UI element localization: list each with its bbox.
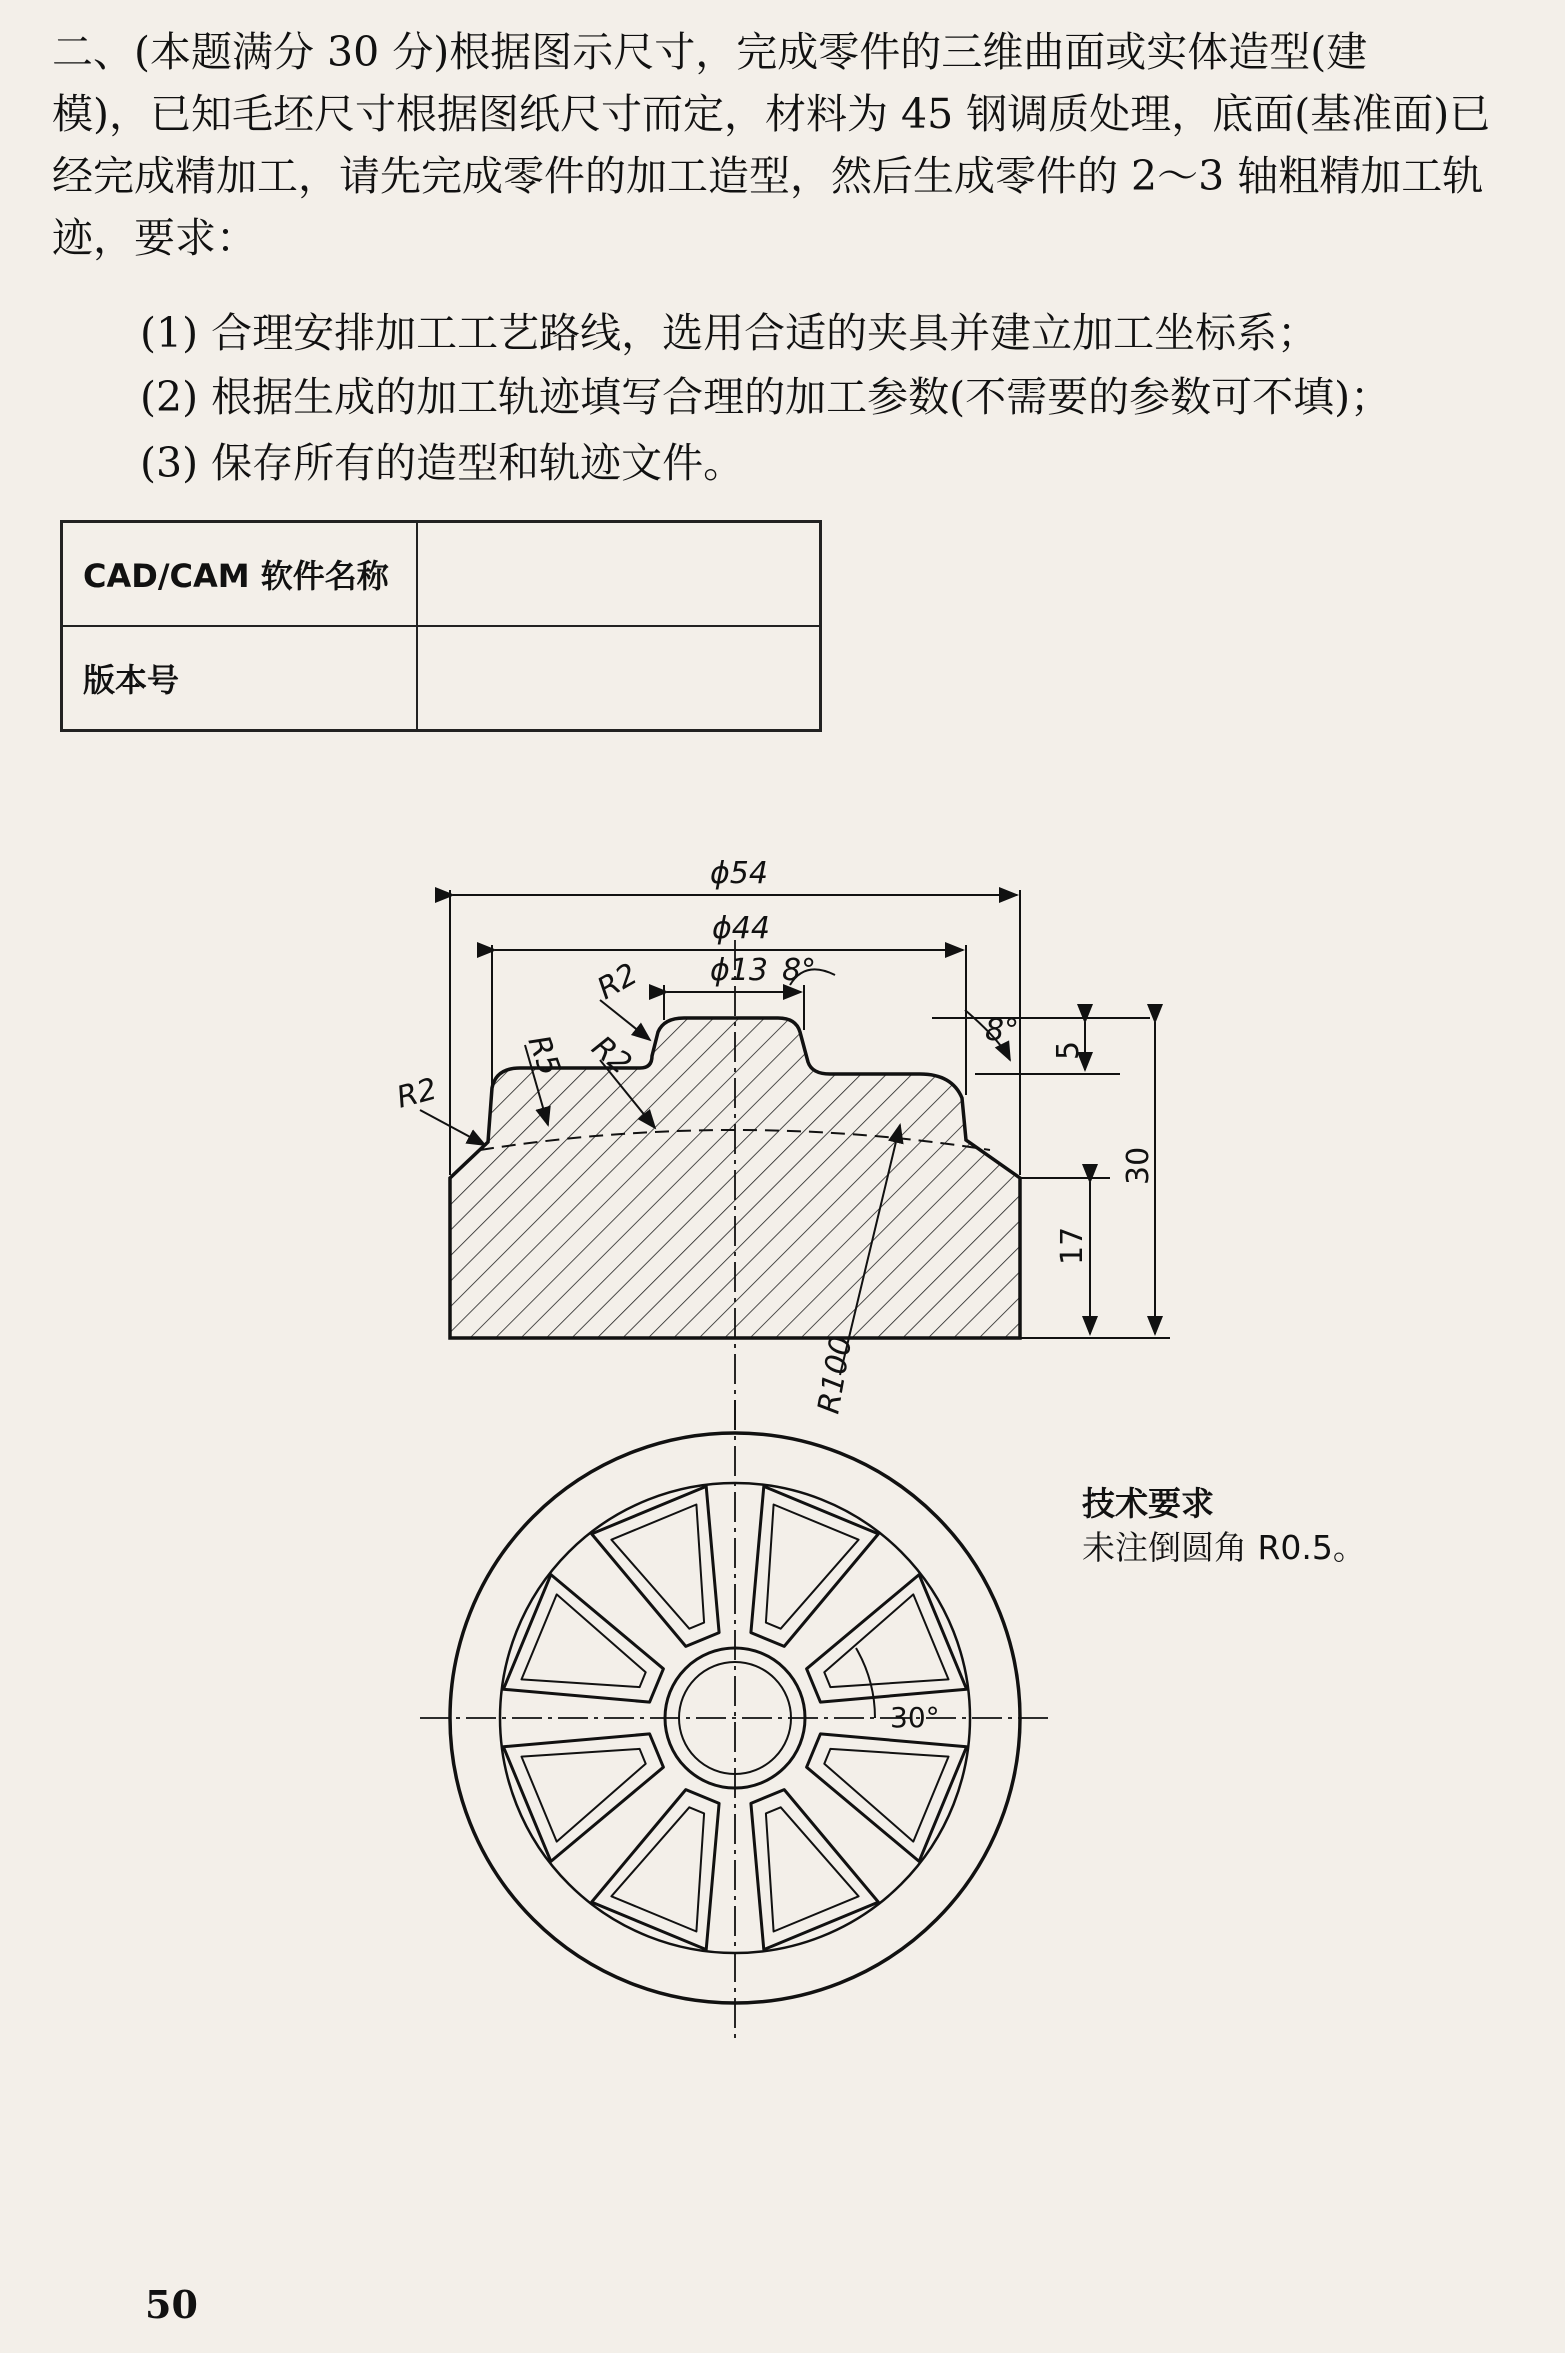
slot-floor xyxy=(611,1505,704,1629)
dim-r2-left: R2 xyxy=(393,1071,441,1116)
dim-phi54: ϕ54 xyxy=(710,856,768,891)
tech-req-text: 未注倒圆角 R0.5。 xyxy=(1082,1528,1366,1567)
slot-floor xyxy=(522,1749,646,1842)
section-view xyxy=(450,940,1020,1430)
slot-floor xyxy=(766,1807,859,1931)
dim-17: 17 xyxy=(1055,1226,1090,1265)
question-line-1: 二、(本题满分 30 分)根据图示尺寸，完成零件的三维曲面或实体造型(建 xyxy=(52,28,1368,76)
tech-req-title: 技术要求 xyxy=(1082,1484,1214,1523)
slot-floor xyxy=(824,1749,948,1842)
slot-floor xyxy=(611,1807,704,1931)
top-view xyxy=(420,1400,1050,2040)
page-number: 50 xyxy=(145,2282,198,2327)
dim-30: 30 xyxy=(1121,1146,1156,1185)
requirement-2: (2) 根据生成的加工轨迹填写合理的加工参数(不需要的参数可不填)； xyxy=(140,373,1392,421)
software-name-label: CAD/CAM 软件名称 xyxy=(62,522,418,627)
dim-phi44: ϕ44 xyxy=(712,911,770,946)
requirement-3: (3) 保存所有的造型和轨迹文件。 xyxy=(140,439,745,487)
version-label: 版本号 xyxy=(62,626,418,731)
dim-r100: R100 xyxy=(811,1333,860,1417)
slot-floor xyxy=(766,1505,859,1629)
question-line-4: 迹，要求： xyxy=(52,214,257,262)
slot-floor xyxy=(824,1594,948,1687)
dim-30deg: 30° xyxy=(890,1701,940,1734)
dim-r5: R5 xyxy=(520,1030,568,1081)
dim-angle-top: 8° xyxy=(782,953,817,988)
question-line-3: 经完成精加工，请先完成零件的加工造型，然后生成零件的 2～3 轴粗精加工轨 xyxy=(52,152,1484,200)
slot-floor xyxy=(522,1594,646,1687)
dim-5: 5 xyxy=(1051,1040,1086,1060)
dim-phi13: ϕ13 xyxy=(710,953,768,988)
dim-r2-top: R2 xyxy=(591,956,644,1007)
question-line-2: 模)，已知毛坯尺寸根据图纸尺寸而定，材料为 45 钢调质处理，底面(基准面)已 xyxy=(52,90,1491,138)
requirement-1: (1) 合理安排加工工艺路线，选用合适的夹具并建立加工坐标系； xyxy=(140,309,1319,357)
dim-angle-right: 8° xyxy=(985,1013,1020,1048)
dim-r2-mid: R2 xyxy=(584,1029,638,1082)
